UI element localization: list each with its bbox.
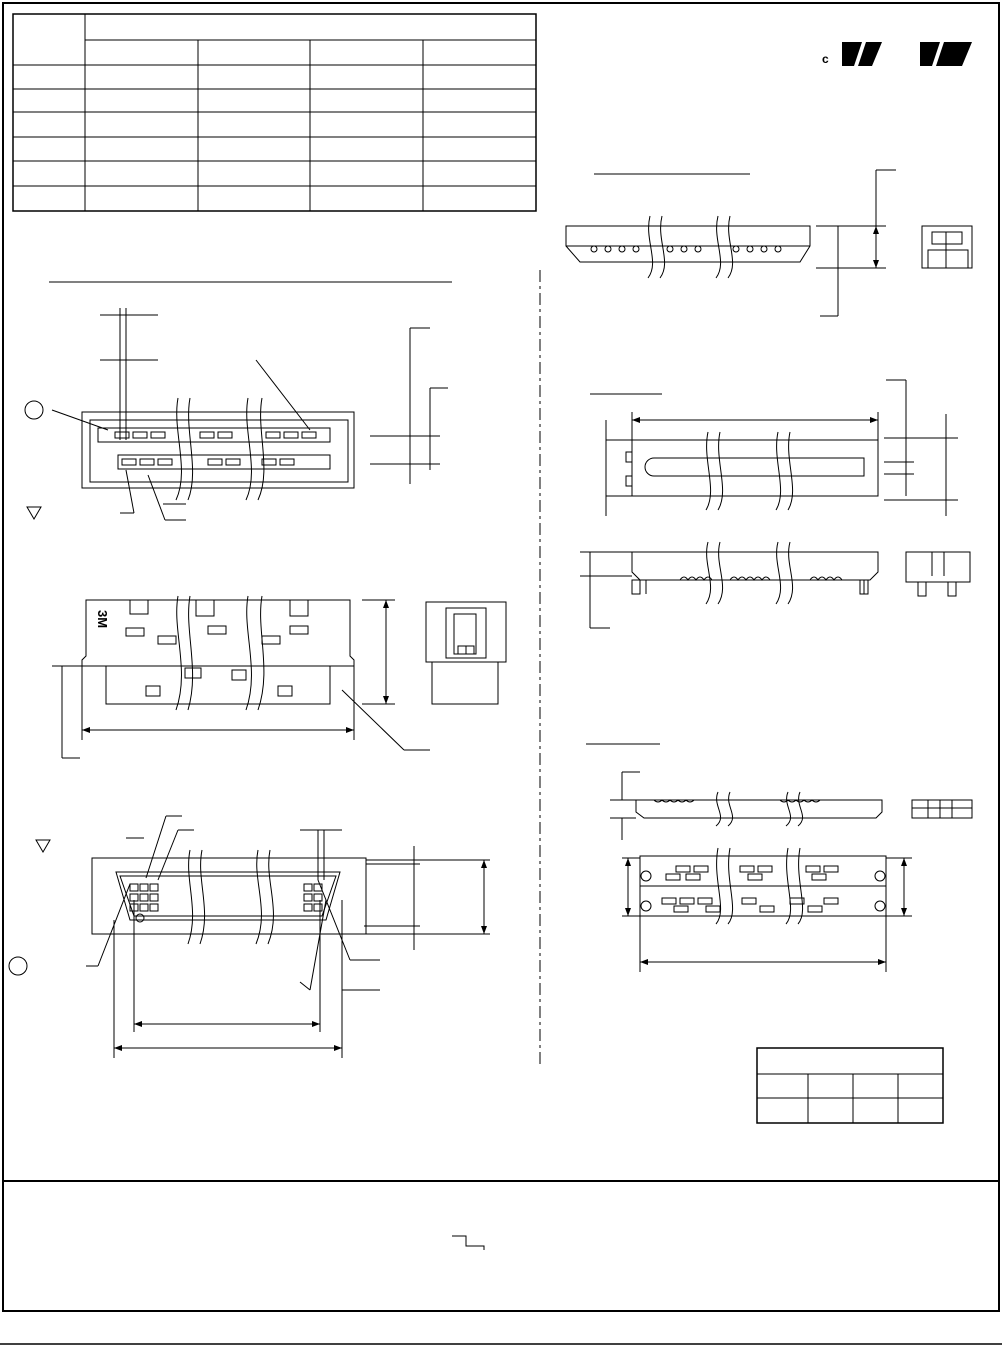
dimension-table — [13, 14, 536, 211]
right-receptacle-view — [580, 380, 970, 628]
dimension-arrowheads — [82, 226, 907, 1051]
datum-circle-symbol — [9, 957, 27, 975]
ul-listed-mark — [920, 42, 972, 66]
datum-triangle-symbol — [27, 507, 41, 519]
mating-face-view — [86, 816, 490, 1058]
small-spec-table — [757, 1048, 943, 1123]
cert-prefix: c — [822, 52, 829, 66]
front-view-pin-side — [49, 282, 452, 520]
datum-circle-symbol — [25, 401, 43, 419]
datum-triangle-symbol — [36, 840, 50, 852]
side-view-elevation — [52, 596, 430, 758]
sheet-border — [3, 3, 999, 1311]
right-header-view — [586, 744, 972, 972]
cul-listed-mark — [822, 42, 882, 66]
step-symbol — [452, 1236, 484, 1250]
3m-logo: 3M — [95, 610, 110, 629]
right-top-assembly — [566, 170, 972, 316]
end-view-side — [426, 602, 506, 704]
